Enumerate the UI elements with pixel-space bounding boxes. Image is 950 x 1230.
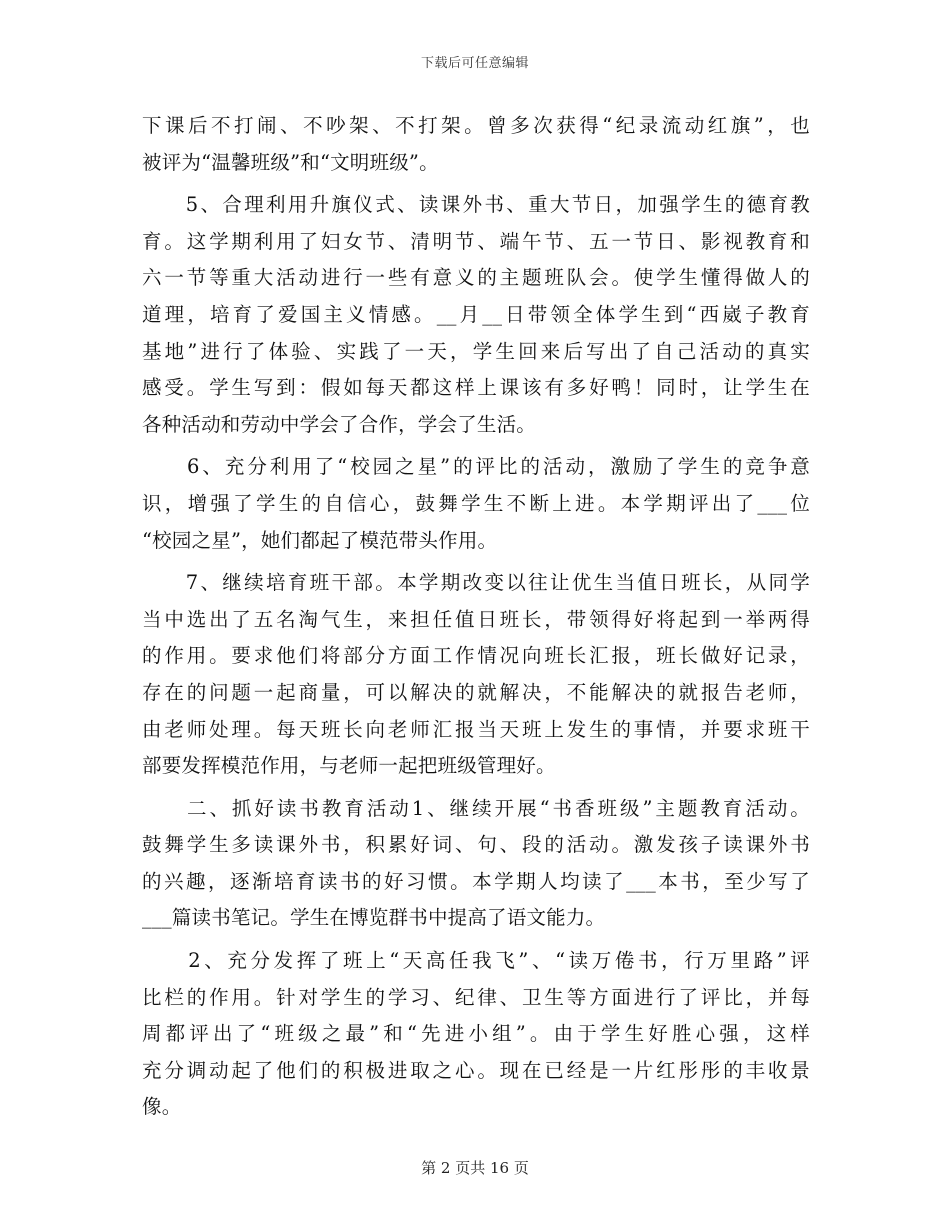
text-line: 由老师处理。每天班长向老师汇报当天班上发生的事情，并要求班干 (142, 717, 810, 741)
text-line: 道理，培育了爱国主义情感。__月__日带领全体学生到“西崴子教育 (142, 302, 810, 326)
text-line: 被评为“温馨班级”和“文明班级”。 (142, 150, 439, 174)
paragraph (142, 943, 810, 1126)
text-line: 比栏的作用。针对学生的学习、纪律、卫生等方面进行了评比，并每 (142, 985, 810, 1009)
text-line: 下课后不打闹、不吵架、不打架。曾多次获得“纪录流动红旗”，也 (142, 114, 810, 137)
text-line: 2、充分发挥了班上“天高任我飞”、“读万倦书，行万里路”评 (142, 949, 810, 973)
text-line: 存在的问题一起商量，可以解决的就解决，不能解决的就报告老师， (142, 680, 810, 704)
paragraph (142, 449, 810, 559)
text-line: 识，增强了学生的自信心，鼓舞学生不断上进。本学期评出了___位 (142, 491, 810, 515)
text-line: 二、抓好读书教育活动1、继续开展“书香班级”主题教育活动。 (142, 796, 810, 820)
paragraph (142, 108, 810, 181)
text-line: 像。 (142, 1095, 182, 1119)
text-line: 当中选出了五名淘气生，来担任值日班长，带领得好将起到一举两得 (142, 607, 810, 631)
text-line: 鼓舞学生多读课外书，积累好词、句、段的活动。激发孩子读课外书 (142, 833, 810, 857)
paragraph (142, 791, 810, 937)
text-line: ___篇读书笔记。学生在博览群书中提高了语文能力。 (142, 906, 606, 930)
document-body (142, 108, 810, 1126)
text-line: 感受。学生写到：假如每天都这样上课该有多好鸭！同时，让学生在 (142, 376, 810, 400)
text-line: 育。这学期利用了妇女节、清明节、端午节、五一节日、影视教育和 (142, 229, 810, 253)
page-number: 第 2 页共 16 页 (421, 1159, 529, 1177)
text-line: 的兴趣，逐渐培育读书的好习惯。本学期人均读了___本书，至少写了 (142, 869, 810, 893)
text-line: 各种活动和劳动中学会了合作，学会了生活。 (142, 412, 537, 436)
text-line: 充分调动起了他们的积极进取之心。现在已经是一片红彤彤的丰收景 (142, 1058, 810, 1082)
text-line: 6、充分利用了“校园之星”的评比的活动，激励了学生的竞争意 (142, 455, 810, 479)
text-line: 5、合理利用升旗仪式、读课外书、重大节日，加强学生的德育教 (142, 193, 810, 217)
text-line: 六一节等重大活动进行一些有意义的主题班队会。使学生懂得做人的 (142, 266, 810, 290)
text-line: “校园之星”，她们都起了模范带头作用。 (142, 528, 498, 552)
paragraph (142, 565, 810, 785)
page-header: 下载后可任意编辑 (420, 56, 529, 71)
text-line: 的作用。要求他们将部分方面工作情况向班长汇报，班长做好记录， (142, 644, 810, 668)
text-line: 部要发挥模范作用，与老师一起把班级管理好。 (142, 754, 556, 778)
text-line: 7、继续培育班干部。本学期改变以往让优生当值日班长，从同学 (142, 571, 810, 595)
paragraph (142, 187, 810, 443)
text-line: 基地”进行了体验、实践了一天，学生回来后写出了自己活动的真实 (142, 339, 810, 363)
text-line: 周都评出了“班级之最”和“先进小组”。由于学生好胜心强，这样 (142, 1022, 810, 1046)
